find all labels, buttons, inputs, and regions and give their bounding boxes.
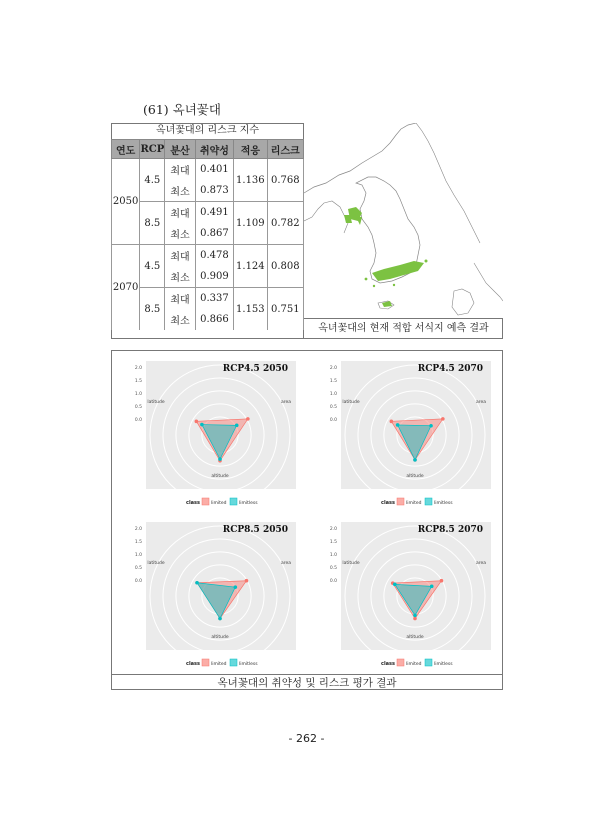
legend-swatch-limited xyxy=(202,659,209,666)
dispersal-label: 최대 xyxy=(165,288,195,310)
series-limitless-point xyxy=(200,423,204,427)
series-limitless-point xyxy=(218,617,222,621)
risk-value: 0.768 xyxy=(267,159,303,202)
legend-swatch-limitless xyxy=(425,498,432,505)
dispersal-label: 최대 xyxy=(165,202,195,224)
header-adaptation: 적응 xyxy=(234,140,267,159)
radial-tick-label: 2.0 xyxy=(329,527,337,532)
axis-label-latitude: latitude xyxy=(342,561,360,566)
radar-svg xyxy=(307,351,503,515)
radar-panel-rcp85-2050 xyxy=(112,512,308,676)
risk-value: 0.751 xyxy=(267,288,303,331)
series-limitless-point xyxy=(235,424,239,428)
legend-title: class xyxy=(186,661,201,667)
radial-tick-label: 0.0 xyxy=(134,418,142,423)
legend-swatch-limitless xyxy=(230,659,237,666)
legend-label-limitless: limitless xyxy=(239,501,258,506)
radial-tick-label: 0.5 xyxy=(134,405,142,410)
rcp-cell: 4.5 xyxy=(140,159,165,202)
year-cell: 2070 xyxy=(112,245,140,331)
radar-svg xyxy=(112,512,308,676)
adaptation-value: 1.153 xyxy=(234,288,267,331)
radar-svg xyxy=(112,351,308,515)
rcp-cell: 8.5 xyxy=(140,288,165,331)
series-limited-point xyxy=(195,420,199,424)
axis-label-latitude: latitude xyxy=(147,400,165,405)
radar-panel-rcp85-2070 xyxy=(307,512,503,676)
axis-label-altitude: altitude xyxy=(211,635,229,640)
series-limitless-point xyxy=(396,423,400,427)
axis-label-area: area xyxy=(280,400,292,405)
series-limitless-point xyxy=(413,613,417,617)
radial-tick-label: 0.0 xyxy=(134,579,142,584)
risk-value: 0.782 xyxy=(267,202,303,245)
year-cell: 2050 xyxy=(112,159,140,245)
dispersal-label: 최대 xyxy=(165,245,195,267)
series-limited-point xyxy=(246,417,250,421)
axis-label-latitude: latitude xyxy=(342,400,360,405)
radial-tick-label: 1.0 xyxy=(134,553,142,558)
dispersal-label: 최소 xyxy=(165,223,195,245)
korea-map-svg xyxy=(304,123,503,318)
dispersal-label: 최소 xyxy=(165,266,195,288)
charts-caption: 옥녀꽃대의 취약성 및 리스크 평가 결과 xyxy=(111,674,503,690)
legend-label-limited: limited xyxy=(211,501,227,506)
map-caption: 옥녀꽃대의 현재 적합 서식지 예측 결과 xyxy=(304,318,503,339)
chart-title: RCP8.5 2070 xyxy=(417,525,483,535)
radial-tick-label: 0.5 xyxy=(134,566,142,571)
chart-title: RCP4.5 2050 xyxy=(222,364,288,374)
legend-label-limitless: limitless xyxy=(434,501,453,506)
radar-panel-rcp45-2070 xyxy=(307,351,503,515)
legend-label-limited: limited xyxy=(211,662,227,667)
header-dispersal: 분산 xyxy=(165,140,195,159)
page-number: - 262 - xyxy=(288,732,325,745)
radial-tick-label: 0.5 xyxy=(329,405,337,410)
radial-tick-label: 2.0 xyxy=(134,527,142,532)
dispersal-label: 최소 xyxy=(165,309,195,330)
radial-tick-label: 1.5 xyxy=(134,540,142,545)
legend-swatch-limited xyxy=(397,498,404,505)
radial-tick-label: 1.0 xyxy=(329,392,337,397)
radial-tick-label: 2.0 xyxy=(329,366,337,371)
chart-title: RCP4.5 2070 xyxy=(417,364,483,374)
table-title: 옥녀꽃대의 리스크 지수 xyxy=(156,125,259,136)
radial-tick-label: 1.0 xyxy=(134,392,142,397)
series-limited-point xyxy=(413,617,417,621)
radar-panel-rcp45-2050 xyxy=(112,351,308,515)
axis-label-altitude: altitude xyxy=(406,474,424,479)
axis-label-area: area xyxy=(475,561,487,566)
series-limited-point xyxy=(245,579,249,583)
radar-svg xyxy=(307,512,503,676)
series-limitless-point xyxy=(430,585,434,589)
series-limitless-point xyxy=(393,583,397,587)
risk-value: 0.808 xyxy=(267,245,303,288)
series-limitless-point xyxy=(218,457,222,461)
radial-tick-label: 2.0 xyxy=(134,366,142,371)
legend-title: class xyxy=(381,500,396,506)
table-header-row xyxy=(112,140,304,159)
table-row xyxy=(112,202,304,224)
axis-label-area: area xyxy=(475,400,487,405)
axis-label-altitude: altitude xyxy=(211,474,229,479)
axis-label-latitude: latitude xyxy=(147,561,165,566)
adaptation-value: 1.124 xyxy=(234,245,267,288)
series-limitless-point xyxy=(234,585,238,589)
risk-table-grid xyxy=(111,139,304,330)
series-limited-point xyxy=(441,417,445,421)
vulnerability-value: 0.401 xyxy=(195,159,233,181)
radial-tick-label: 1.5 xyxy=(329,379,337,384)
risk-index-table xyxy=(111,123,304,339)
table-row xyxy=(112,288,304,310)
legend-swatch-limited xyxy=(202,498,209,505)
header-risk: 리스크 xyxy=(267,140,303,159)
header-vulnerability: 취약성 xyxy=(195,140,233,159)
dispersal-label: 최대 xyxy=(165,159,195,181)
legend-label-limited: limited xyxy=(406,662,422,667)
legend-label-limitless: limitless xyxy=(239,662,258,667)
series-limited-point xyxy=(440,579,444,583)
rcp-cell: 4.5 xyxy=(140,245,165,288)
legend-swatch-limitless xyxy=(230,498,237,505)
series-limitless-point xyxy=(413,458,417,462)
legend-title: class xyxy=(186,500,201,506)
radial-tick-label: 0.0 xyxy=(329,418,337,423)
rcp-cell: 8.5 xyxy=(140,202,165,245)
radial-tick-label: 1.5 xyxy=(329,540,337,545)
section-heading: (61) 옥녀꽃대 xyxy=(143,102,221,117)
adaptation-value: 1.109 xyxy=(234,202,267,245)
chart-title: RCP8.5 2050 xyxy=(222,525,288,535)
legend-label-limitless: limitless xyxy=(434,662,453,667)
vulnerability-value: 0.867 xyxy=(195,223,233,245)
habitat-map xyxy=(304,123,503,318)
table-row xyxy=(112,245,304,267)
series-limitless-point xyxy=(195,581,199,585)
radial-tick-label: 1.0 xyxy=(329,553,337,558)
header-rcp: RCP xyxy=(140,140,165,159)
legend-title: class xyxy=(381,661,396,667)
legend-label-limited: limited xyxy=(406,501,422,506)
radial-tick-label: 0.0 xyxy=(329,579,337,584)
vulnerability-value: 0.866 xyxy=(195,309,233,330)
legend-swatch-limitless xyxy=(425,659,432,666)
radial-tick-label: 1.5 xyxy=(134,379,142,384)
series-limited-point xyxy=(390,420,394,424)
axis-label-altitude: altitude xyxy=(406,635,424,640)
table-row xyxy=(112,159,304,181)
dispersal-label: 최소 xyxy=(165,180,195,202)
vulnerability-value: 0.478 xyxy=(195,245,233,267)
header-year: 연도 xyxy=(112,140,140,159)
vulnerability-value: 0.491 xyxy=(195,202,233,224)
series-limitless-point xyxy=(429,424,433,428)
vulnerability-value: 0.337 xyxy=(195,288,233,310)
adaptation-value: 1.136 xyxy=(234,159,267,202)
vulnerability-value: 0.873 xyxy=(195,180,233,202)
radial-tick-label: 0.5 xyxy=(329,566,337,571)
legend-swatch-limited xyxy=(397,659,404,666)
vulnerability-value: 0.909 xyxy=(195,266,233,288)
axis-label-area: area xyxy=(280,561,292,566)
